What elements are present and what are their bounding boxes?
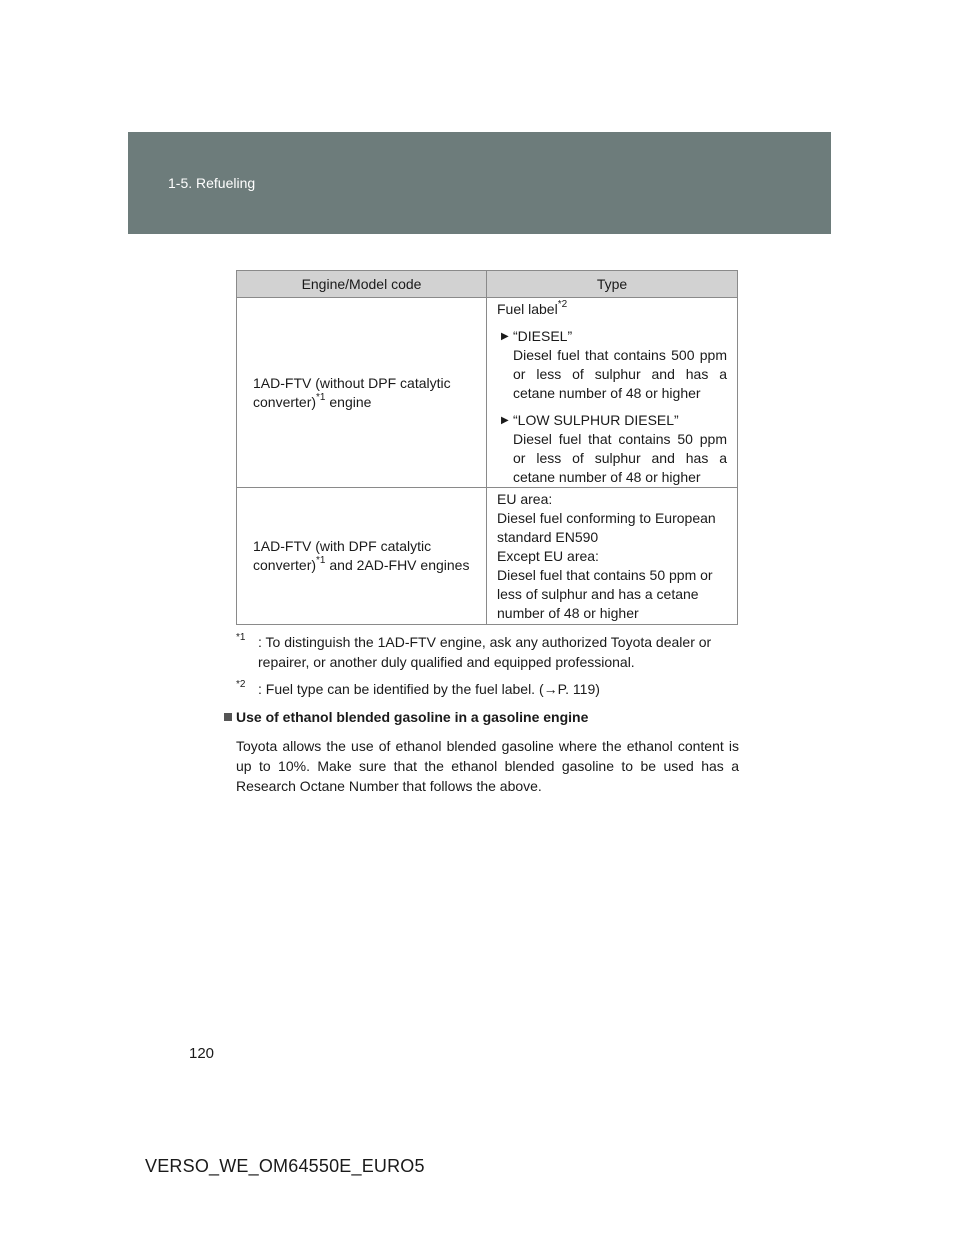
except-eu-desc: Diesel fuel that contains 50 ppm or less of sulphur and has a cetane number of 48 or higher bbox=[497, 566, 713, 621]
header-band bbox=[128, 132, 831, 234]
notes-section bbox=[236, 632, 739, 796]
eu-area-desc: Diesel fuel conforming to European standard EN590 bbox=[497, 509, 716, 545]
engine-cell bbox=[237, 488, 487, 625]
footnote-ref: *1 bbox=[316, 555, 326, 567]
footnote-marker: *1 bbox=[236, 632, 246, 644]
table-row bbox=[237, 488, 738, 625]
triangle-right-icon: ▶ bbox=[501, 330, 509, 342]
section-body: Toyota allows the use of ethanol blended gasoline where the ethanol content is up to 10%. Make sure that the ethanol blended gasoline to be used has a Research Octane Number that follows the above. bbox=[236, 738, 739, 794]
engine-text: engine bbox=[325, 393, 372, 410]
square-bullet-icon bbox=[224, 713, 232, 721]
fuel-entry-desc: Diesel fuel that contains 500 ppm or less of sulphur and has a cetane number of 48 or higher bbox=[513, 346, 727, 401]
engine-text: and 2AD-FHV engines bbox=[325, 557, 470, 573]
fuel-label-text: Fuel label bbox=[497, 300, 558, 317]
footnote bbox=[236, 632, 739, 672]
column-header-engine: Engine/Model code bbox=[237, 271, 487, 298]
engine-cell bbox=[237, 298, 487, 488]
table-header-row bbox=[237, 271, 738, 298]
fuel-entry bbox=[501, 327, 727, 403]
footnote-ref: *2 bbox=[557, 298, 568, 310]
footnote-marker: *2 bbox=[236, 679, 246, 691]
type-cell bbox=[487, 488, 738, 625]
column-header-type: Type bbox=[487, 271, 738, 298]
page-number: 120 bbox=[189, 1045, 215, 1062]
section-label: 1-5. Refueling bbox=[168, 175, 256, 191]
fuel-entry bbox=[501, 411, 727, 487]
footnote-text: : Fuel type can be identified by the fuel label. (→P. 119) bbox=[258, 681, 600, 697]
engine-text: 1AD-FTV (with DPF catalytic converter) bbox=[253, 538, 432, 573]
table-row bbox=[237, 298, 738, 488]
triangle-right-icon: ▶ bbox=[501, 414, 509, 426]
eu-area-label: EU area: bbox=[497, 490, 553, 507]
fuel-label-heading bbox=[497, 300, 727, 319]
type-cell bbox=[487, 298, 738, 488]
fuel-type-table bbox=[236, 270, 738, 625]
engine-text: 1AD-FTV (without DPF catalytic converter) bbox=[253, 374, 451, 410]
fuel-entry-name: “LOW SULPHUR DIESEL” bbox=[513, 411, 679, 428]
footnote-ref: *1 bbox=[316, 391, 326, 403]
section-heading-text: Use of ethanol blended gasoline in a gasoline engine bbox=[236, 709, 589, 725]
fuel-entry-name: “DIESEL” bbox=[513, 327, 573, 344]
except-eu-label: Except EU area: bbox=[497, 547, 599, 564]
document-code: VERSO_WE_OM64550E_EURO5 bbox=[145, 1156, 425, 1176]
section-heading bbox=[224, 707, 739, 727]
fuel-entry-desc: Diesel fuel that contains 50 ppm or less of sulphur and has a cetane number of 48 or higher bbox=[513, 430, 727, 485]
footnote bbox=[236, 679, 739, 699]
footnote-text: : To distinguish the 1AD-FTV engine, ask any authorized Toyota dealer or repairer, or another duly qualified and equipped professional. bbox=[258, 634, 712, 670]
